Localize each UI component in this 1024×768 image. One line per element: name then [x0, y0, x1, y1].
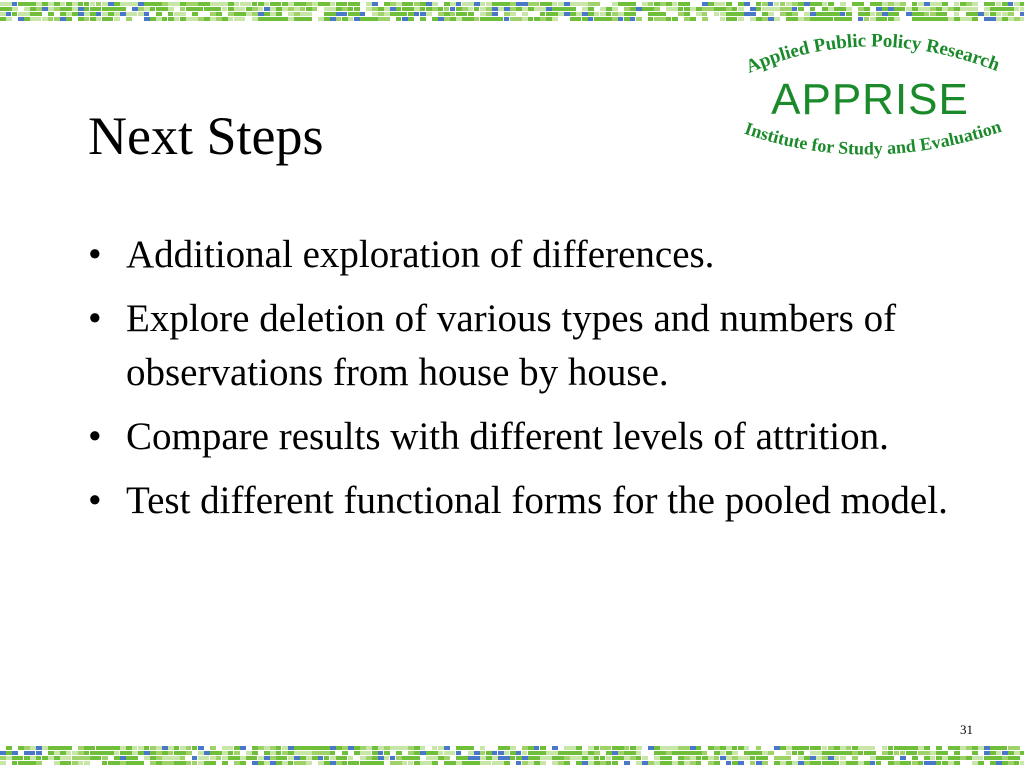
decorative-border-top	[0, 0, 1024, 22]
slide-title: Next Steps	[88, 106, 324, 166]
bullet-text: Test different functional forms for the pooled model.	[126, 479, 948, 522]
bullet-dot-icon: •	[88, 415, 102, 458]
bullet-item	[88, 410, 988, 464]
bullet-item	[88, 292, 988, 400]
bullet-item	[88, 228, 988, 282]
bullet-dot-icon: •	[88, 233, 102, 276]
bullet-text: Additional exploration of differences.	[126, 233, 715, 276]
apprise-logo	[724, 26, 1010, 176]
bullet-text: Compare results with different levels of attrition.	[126, 415, 889, 458]
bullet-list	[88, 228, 988, 538]
logo-top-arc-text: Applied Public Policy Research	[742, 30, 1003, 78]
decorative-border-bottom	[0, 744, 1024, 768]
bullet-text: Explore deletion of various types and numbers of observations from house by house.	[126, 297, 897, 394]
logo-main-text: APPRISE	[771, 75, 969, 124]
bullet-item	[88, 474, 988, 528]
bullet-dot-icon: •	[88, 479, 102, 522]
logo-bottom-arc-text: Institute for Study and Evaluation	[742, 116, 1004, 159]
bullet-dot-icon: •	[88, 297, 102, 340]
slide-number: 31	[960, 722, 973, 737]
